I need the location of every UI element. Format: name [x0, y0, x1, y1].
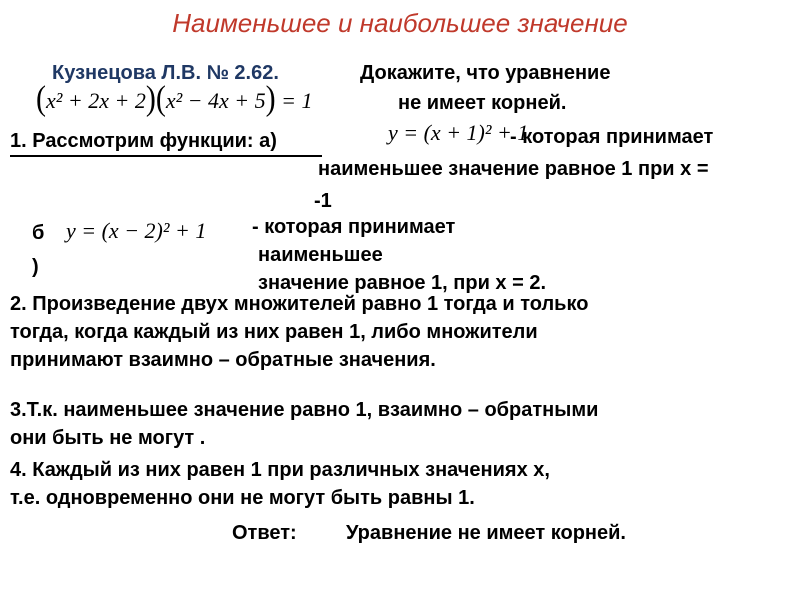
step1-label-b: б: [32, 222, 45, 244]
step4-line1: 4. Каждый из них равен 1 при различных значениях х,: [10, 459, 550, 481]
step1-label-a: а): [259, 130, 277, 152]
function-b-text3: значение равное 1, при х = 2.: [258, 272, 547, 294]
task-author: Кузнецова Л.В. № 2.62.: [52, 62, 279, 84]
task-statement-line2: не имеет корней.: [398, 92, 567, 114]
task-statement-line1: Докажите, что уравнение: [360, 62, 611, 84]
step2-line1: 2. Произведение двух множителей равно 1 тогда и только: [10, 293, 589, 315]
answer-text: Уравнение не имеет корней.: [346, 522, 626, 544]
equation-factor2: x² − 4x + 5: [165, 88, 266, 113]
step1-heading-row: [10, 130, 277, 153]
step2-line3: принимают взаимно – обратные значения.: [10, 349, 436, 371]
function-b-text2: наименьшее: [258, 244, 383, 266]
step4-line2: т.е. одновременно они не могут быть равны 1.: [10, 487, 475, 509]
step2-line2: тогда, когда каждый из них равен 1, либо множители: [10, 321, 538, 343]
step3-line2: они быть не могут .: [10, 427, 206, 449]
step1-heading: 1. Рассмотрим функции:: [10, 130, 254, 152]
equation-rhs: = 1: [281, 88, 313, 113]
step3-line1: 3.Т.к. наименьшее значение равно 1, взаимно – обратными: [10, 399, 599, 421]
main-equation: (x² + 2x + 2)(x² − 4x + 5) = 1: [36, 79, 313, 118]
function-a-text2: наименьшее значение равное 1 при х =: [318, 158, 709, 180]
function-a-text3: -1: [314, 190, 332, 212]
function-a-text1: - которая принимает: [510, 126, 714, 148]
equation-factor1: x² + 2x + 2: [46, 88, 146, 113]
function-a-formula: y = (x + 1)² + 1: [388, 120, 529, 145]
slide-title: Наименьшее и наибольшее значение: [172, 8, 628, 38]
function-b-formula: y = (x − 2)² + 1: [66, 218, 207, 243]
answer-label: Ответ:: [232, 522, 297, 544]
function-b-text1: - которая принимает: [252, 216, 456, 238]
step1-label-b-paren: ): [32, 256, 39, 278]
step1-underline: [10, 155, 322, 157]
